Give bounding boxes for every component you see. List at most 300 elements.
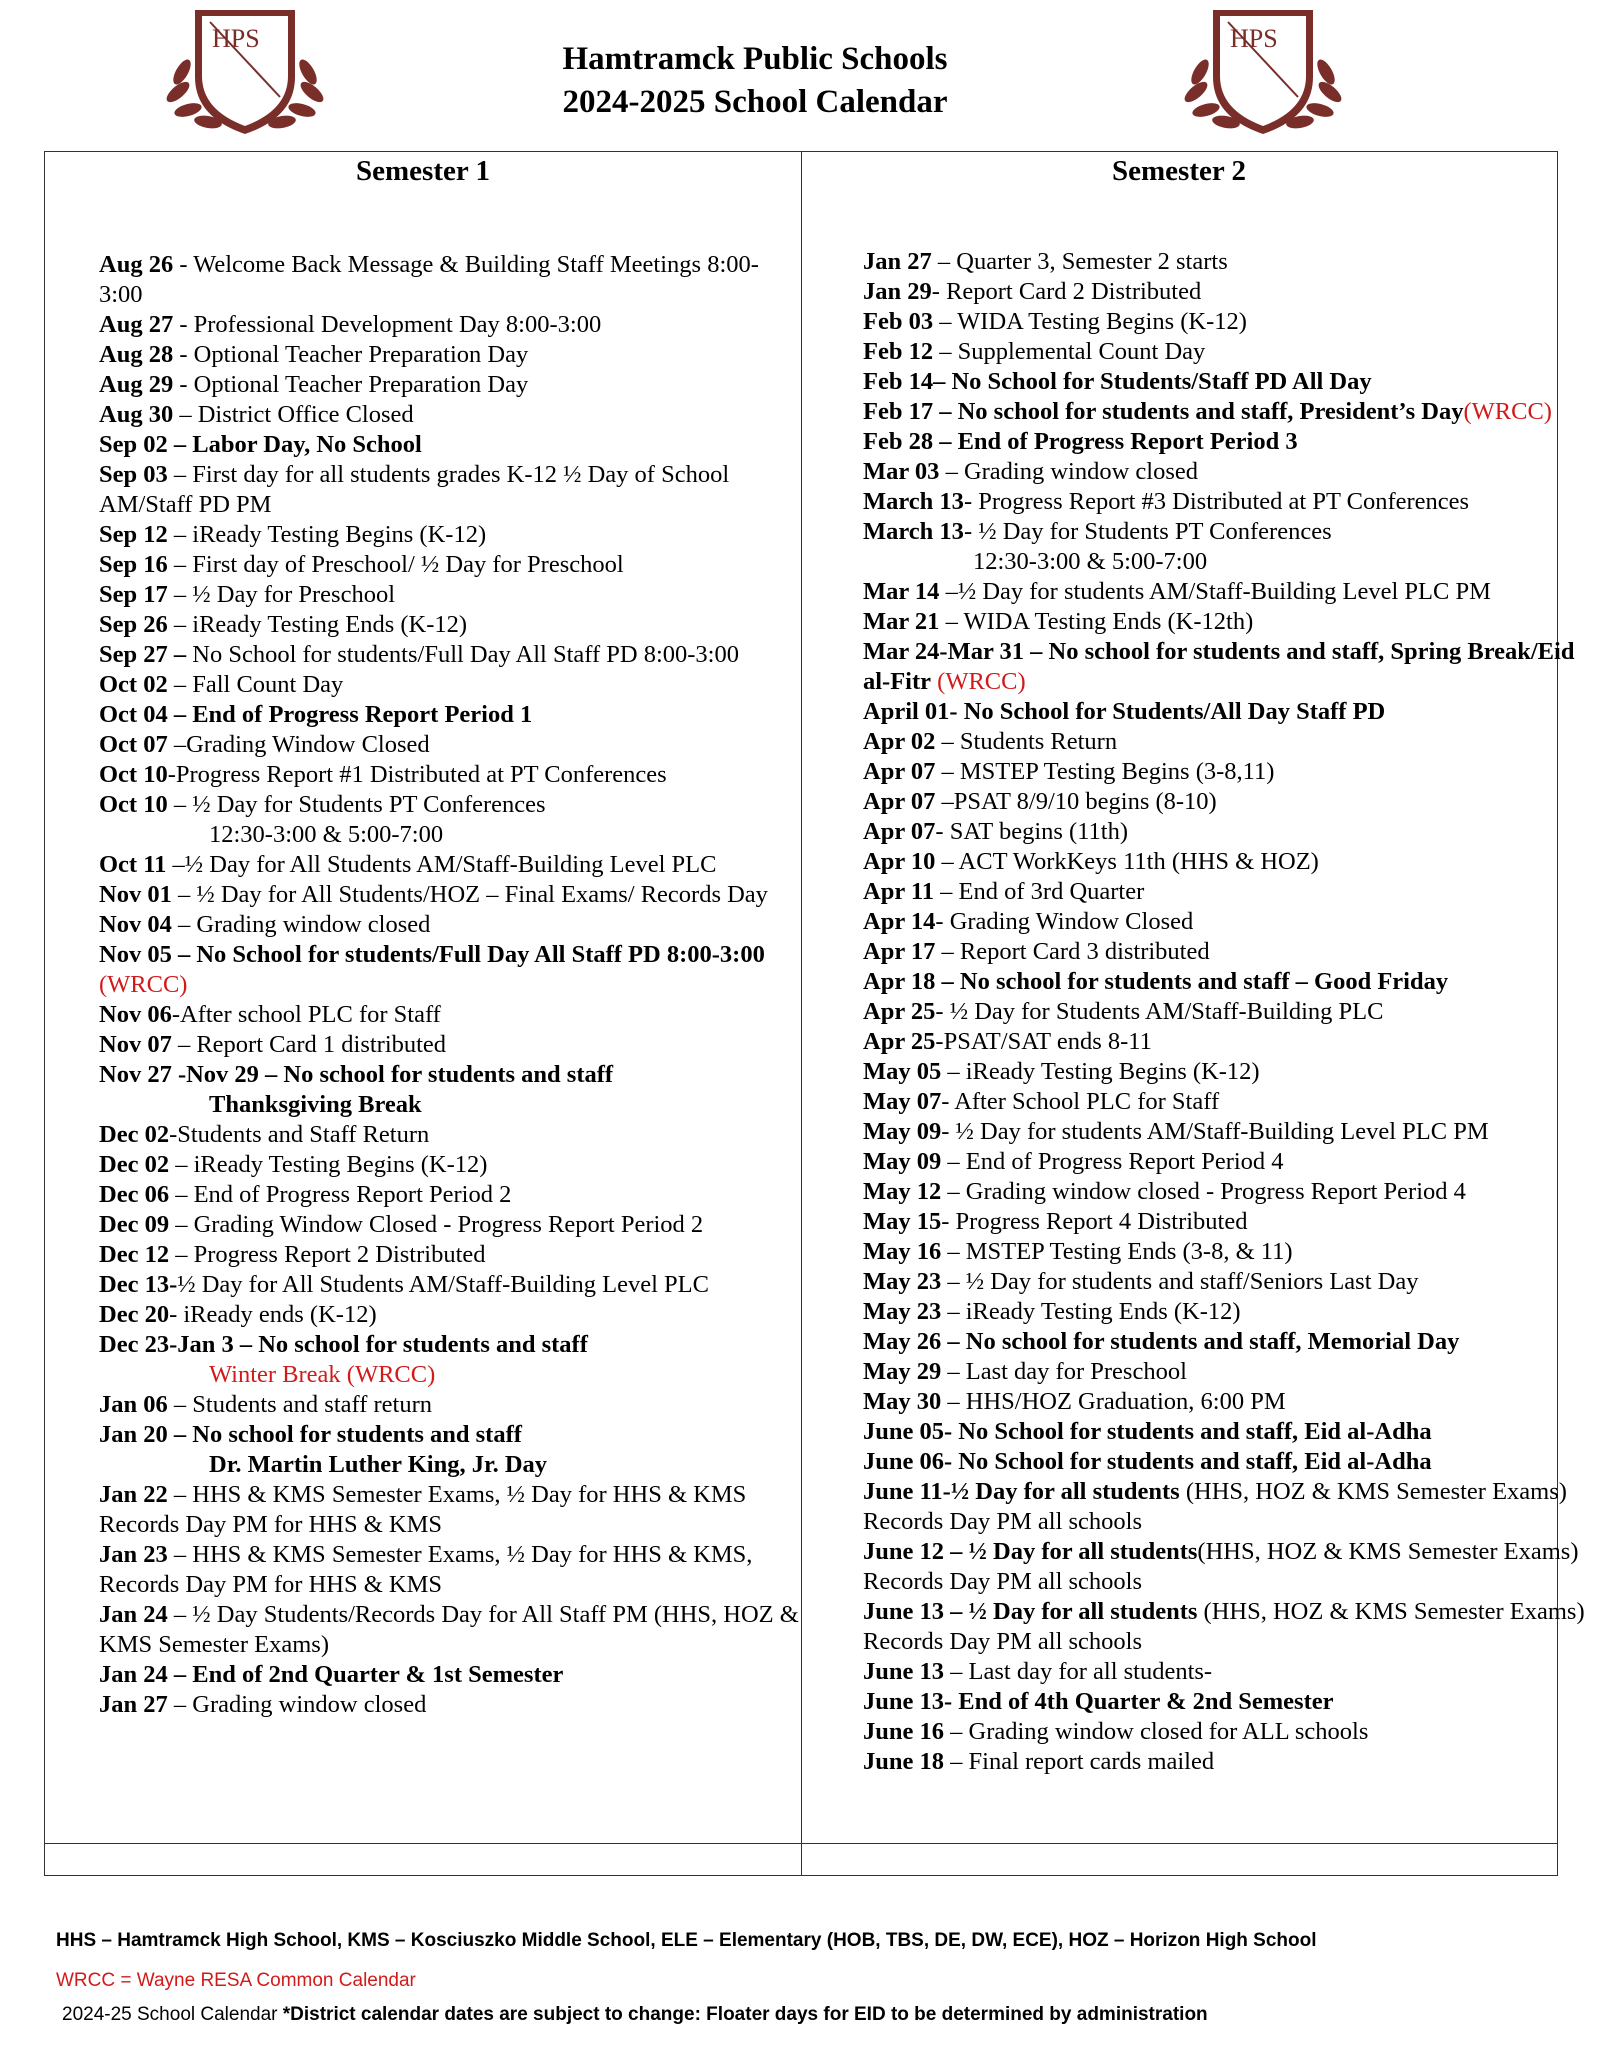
calendar-event	[863, 1657, 1600, 1687]
calendar-event	[99, 1660, 799, 1690]
event-date: Apr 07	[863, 818, 936, 845]
event-date: May 23	[863, 1268, 942, 1295]
event-description: iReady Testing Ends (K-12)	[965, 1298, 1241, 1325]
event-description: iReady Testing Begins (K-12)	[965, 1058, 1260, 1085]
calendar-title: 2024-2025 School Calendar	[562, 84, 948, 120]
calendar-event	[99, 580, 799, 610]
event-separator: -	[935, 908, 950, 935]
event-description: District Office Closed	[197, 401, 414, 428]
event-description: ACT WorkKeys 11th (HHS & HOZ)	[958, 848, 1319, 875]
event-date: Mar 14	[863, 578, 940, 605]
calendar-event	[863, 1087, 1600, 1117]
calendar-note-label: 2024-25 School Calendar	[62, 2004, 283, 2025]
event-date: Sep 17	[99, 581, 168, 608]
calendar-event	[99, 520, 799, 550]
event-separator: –	[941, 1178, 966, 1205]
event-date: Apr 10	[863, 848, 936, 875]
event-description: (HHS, HOZ & KMS Semester Exams) Records Day PM all schools	[863, 1598, 1585, 1655]
calendar-event	[863, 547, 1600, 577]
calendar-event	[99, 1360, 799, 1390]
event-separator: –	[935, 758, 960, 785]
event-date: Sep 26	[99, 611, 168, 638]
event-description: (HHS, HOZ & KMS Semester Exams) Records Day PM all schools	[863, 1538, 1579, 1595]
calendar-event	[863, 577, 1600, 607]
calendar-event	[863, 787, 1600, 817]
calendar-event	[863, 1147, 1600, 1177]
event-date: May 29	[863, 1358, 942, 1385]
calendar-event	[863, 1747, 1600, 1777]
calendar-event	[99, 1390, 799, 1420]
document-header	[0, 38, 1510, 124]
calendar-event	[863, 247, 1600, 277]
calendar-event	[99, 760, 799, 790]
event-separator: –	[167, 461, 193, 488]
calendar-event	[99, 880, 799, 910]
event-description: ½ Day for Preschool	[192, 581, 396, 608]
event-separator: –	[167, 671, 193, 698]
event-date: Jan 24 – End of 2nd Quarter & 1st Semester	[99, 1661, 564, 1688]
event-separator: –	[167, 1691, 193, 1718]
event-description: iReady ends (K-12)	[183, 1301, 377, 1328]
event-separator: –	[167, 1481, 193, 1508]
event-date: Jan 27	[863, 248, 932, 275]
event-date: Mar 24-Mar 31 – No school for students and staff, Spring Break/Eid al-Fitr	[863, 638, 1575, 695]
calendar-event	[99, 700, 799, 730]
event-date: Oct 10	[99, 791, 168, 818]
calendar-event	[99, 1690, 799, 1720]
event-separator: –	[171, 1031, 197, 1058]
event-date: Jan 24	[99, 1601, 168, 1628]
event-separator: –	[933, 338, 958, 365]
event-separator: –	[939, 578, 958, 605]
calendar-event	[863, 1687, 1600, 1717]
calendar-event	[863, 1387, 1600, 1417]
event-separator: –	[939, 458, 964, 485]
event-date: Jan 29	[863, 278, 932, 305]
calendar-event	[99, 370, 799, 400]
event-date: Dec 23-Jan 3 – No school for students and staff	[99, 1331, 588, 1358]
event-description: No School for students/Full Day All Staff PD 8:00-3:00	[192, 641, 739, 668]
calendar-event	[99, 1180, 799, 1210]
event-description: HHS & KMS Semester Exams, ½ Day for HHS & KMS, Records Day PM for HHS & KMS	[99, 1541, 753, 1598]
event-description: (WRCC)	[99, 971, 188, 998]
event-separator: –	[944, 1748, 969, 1775]
event-separator: –	[167, 731, 187, 758]
event-description: (WRCC)	[931, 668, 1026, 695]
event-separator: -	[963, 488, 979, 515]
event-separator: –	[944, 1718, 969, 1745]
event-description: ½ Day for All Students/HOZ – Final Exams/ Records Day	[196, 881, 768, 908]
calendar-event	[863, 757, 1600, 787]
event-description: PSAT 8/9/10 begins (8-10)	[953, 788, 1217, 815]
event-date: May 16	[863, 1238, 942, 1265]
calendar-event	[99, 1060, 799, 1090]
calendar-event	[863, 277, 1600, 307]
event-separator: –	[931, 248, 957, 275]
event-separator: –	[944, 1658, 969, 1685]
event-description: Quarter 3, Semester 2 starts	[956, 248, 1228, 275]
calendar-event	[863, 487, 1600, 517]
event-separator: -	[169, 1121, 178, 1148]
calendar-table	[44, 151, 1585, 1876]
event-description: Progress Report #1 Distributed at PT Conferences	[175, 761, 667, 788]
event-description: First day of Preschool/ ½ Day for Preschool	[192, 551, 624, 578]
event-description: After School PLC for Staff	[954, 1088, 1220, 1115]
event-separator: –	[167, 551, 193, 578]
calendar-event	[99, 1480, 799, 1540]
event-date: Thanksgiving Break	[209, 1091, 422, 1118]
event-date: Nov 07	[99, 1031, 172, 1058]
event-separator: –	[167, 1391, 193, 1418]
event-date: Dr. Martin Luther King, Jr. Day	[209, 1451, 548, 1478]
event-description: ½ Day for Students AM/Staff-Building PLC	[949, 998, 1384, 1025]
event-description: Grading Window Closed	[186, 731, 430, 758]
event-date: June 11-½ Day for all students	[863, 1478, 1180, 1505]
calendar-event	[863, 517, 1600, 547]
event-description: PSAT/SAT ends 8-11	[943, 1028, 1152, 1055]
event-date: Sep 27 –	[99, 641, 187, 668]
event-date: June 12 – ½ Day for all students	[863, 1538, 1198, 1565]
event-separator: -	[935, 818, 950, 845]
event-separator: -	[173, 341, 194, 368]
event-separator: -	[935, 998, 950, 1025]
event-date: Oct 11	[99, 851, 167, 878]
event-separator: –	[169, 1181, 194, 1208]
event-date: May 30	[863, 1388, 942, 1415]
event-date: Dec 02	[99, 1121, 170, 1148]
calendar-event	[863, 877, 1600, 907]
calendar-event	[863, 457, 1600, 487]
calendar-event	[863, 637, 1600, 697]
event-date: Aug 29	[99, 371, 174, 398]
semester-1-events	[99, 250, 799, 1720]
calendar-event	[99, 610, 799, 640]
calendar-event	[99, 460, 799, 520]
event-description: Last day for Preschool	[965, 1358, 1187, 1385]
event-description: SAT begins (11th)	[949, 818, 1128, 845]
calendar-event	[863, 1417, 1600, 1447]
event-date: Nov 06	[99, 1001, 172, 1028]
event-date: Jan 23	[99, 1541, 168, 1568]
event-description: (WRCC)	[1463, 398, 1552, 425]
calendar-event	[99, 1240, 799, 1270]
event-date: June 13 – ½ Day for all students	[863, 1598, 1198, 1625]
event-separator: –	[171, 911, 197, 938]
event-separator: -	[169, 1301, 184, 1328]
event-separator: –	[169, 1241, 194, 1268]
event-separator: -	[173, 371, 194, 398]
event-date: Dec 13-	[99, 1271, 178, 1298]
calendar-event	[863, 1207, 1600, 1237]
event-date: Apr 07	[863, 758, 936, 785]
calendar-event	[99, 850, 799, 880]
event-description: Winter Break (WRCC)	[209, 1361, 436, 1388]
event-description: Progress Report 4 Distributed	[955, 1208, 1248, 1235]
calendar-event	[863, 1447, 1600, 1477]
calendar-event	[863, 727, 1600, 757]
calendar-event	[863, 1717, 1600, 1747]
calendar-event	[99, 1210, 799, 1240]
event-date: Mar 03	[863, 458, 940, 485]
calendar-event	[863, 1327, 1600, 1357]
calendar-event	[99, 910, 799, 940]
calendar-event	[863, 367, 1600, 397]
logo-letters: HPS	[1230, 24, 1278, 53]
calendar-event	[863, 1117, 1600, 1147]
event-date: May 05	[863, 1058, 942, 1085]
event-date: Oct 04 – End of Progress Report Period 1	[99, 701, 533, 728]
event-separator: -	[173, 311, 194, 338]
event-description: Students and Staff Return	[177, 1121, 430, 1148]
event-description: ½ Day for All Students AM/Staff-Building Level PLC	[177, 1271, 709, 1298]
calendar-event	[99, 820, 799, 850]
event-date: June 13- End of 4th Quarter & 2nd Semester	[863, 1688, 1334, 1715]
event-separator: –	[941, 1298, 966, 1325]
event-description: After school PLC for Staff	[180, 1001, 441, 1028]
event-date: April 01- No School for Students/All Day Staff PD	[863, 698, 1386, 725]
calendar-event	[863, 1057, 1600, 1087]
event-date: Apr 18 – No school for students and staff – Good Friday	[863, 968, 1449, 995]
event-date: Oct 02	[99, 671, 168, 698]
event-date: Feb 12	[863, 338, 934, 365]
event-date: May 09	[863, 1118, 942, 1145]
calendar-event	[863, 1267, 1600, 1297]
event-date: Apr 07	[863, 788, 936, 815]
event-description: Grading Window Closed - Progress Report Period 2	[193, 1211, 704, 1238]
event-date: June 13	[863, 1658, 945, 1685]
event-date: May 07	[863, 1088, 942, 1115]
calendar-event	[99, 1090, 799, 1120]
calendar-event	[99, 550, 799, 580]
event-separator: –	[167, 611, 193, 638]
calendar-event	[863, 937, 1600, 967]
event-separator: –	[934, 878, 959, 905]
event-separator: -	[963, 518, 979, 545]
logo-letter-h: HPS	[212, 24, 260, 53]
event-separator: –	[941, 1388, 966, 1415]
event-description: Report Card 1 distributed	[196, 1031, 447, 1058]
calendar-event	[863, 427, 1600, 457]
event-separator: –	[166, 851, 185, 878]
semester-2-events	[863, 247, 1600, 1777]
event-description: iReady Testing Begins (K-12)	[192, 521, 487, 548]
calendar-event	[99, 1270, 799, 1300]
calendar-event	[99, 1330, 799, 1360]
event-separator: –	[941, 1238, 966, 1265]
event-separator: –	[169, 1211, 194, 1238]
event-date: Apr 17	[863, 938, 936, 965]
event-date: Jan 06	[99, 1391, 168, 1418]
event-date: May 26 – No school for students and staff, Memorial Day	[863, 1328, 1460, 1355]
event-date: Dec 12	[99, 1241, 170, 1268]
event-date: Dec 09	[99, 1211, 170, 1238]
event-date: Nov 05 – No School for students/Full Day All Staff PD 8:00-3:00	[99, 941, 765, 968]
calendar-event	[863, 697, 1600, 727]
calendar-event	[99, 340, 799, 370]
event-description: HHS & KMS Semester Exams, ½ Day for HHS & KMS Records Day PM for HHS & KMS	[99, 1481, 747, 1538]
event-date: Jan 27	[99, 1691, 168, 1718]
event-separator: –	[933, 308, 958, 335]
calendar-event	[863, 907, 1600, 937]
event-date: Feb 03	[863, 308, 934, 335]
event-separator: –	[935, 938, 960, 965]
calendar-event	[863, 1027, 1600, 1057]
event-separator: -	[941, 1208, 956, 1235]
wrcc-legend: WRCC = Wayne RESA Common Calendar	[56, 1970, 416, 1991]
event-separator: –	[171, 881, 197, 908]
event-description: Students and staff return	[192, 1391, 433, 1418]
district-name: Hamtramck Public Schools	[562, 41, 948, 77]
column-divider	[801, 152, 802, 1875]
event-date: Dec 06	[99, 1181, 170, 1208]
calendar-event	[99, 1450, 799, 1480]
calendar-event	[99, 1030, 799, 1060]
calendar-event	[99, 1420, 799, 1450]
event-separator: –	[169, 1151, 194, 1178]
event-date: June 06- No School for students and staff, Eid al-Adha	[863, 1448, 1432, 1475]
event-date: Nov 27 -Nov 29 – No school for students and staff	[99, 1061, 614, 1088]
event-date: Aug 27	[99, 311, 174, 338]
event-separator: -	[931, 278, 947, 305]
event-separator: –	[935, 728, 960, 755]
calendar-event	[99, 790, 799, 820]
event-separator: –	[941, 1358, 966, 1385]
event-description: Progress Report #3 Distributed at PT Conferences	[978, 488, 1470, 515]
event-description: Report Card 3 distributed	[959, 938, 1210, 965]
event-description: Grading window closed	[192, 1691, 427, 1718]
event-separator: –	[167, 791, 193, 818]
event-date: Nov 01	[99, 881, 172, 908]
event-description: Professional Development Day 8:00-3:00	[193, 311, 602, 338]
calendar-event	[863, 817, 1600, 847]
event-description: Grading Window Closed	[949, 908, 1194, 935]
event-date: May 12	[863, 1178, 942, 1205]
calendar-note	[62, 2004, 1208, 2026]
event-separator: -	[941, 1118, 956, 1145]
event-date: Sep 03	[99, 461, 168, 488]
event-description: Grading window closed	[196, 911, 431, 938]
event-date: June 18	[863, 1748, 945, 1775]
event-description: Fall Count Day	[192, 671, 344, 698]
calendar-event	[863, 847, 1600, 877]
calendar-event	[863, 1297, 1600, 1327]
event-date: Jan 22	[99, 1481, 168, 1508]
event-separator: –	[167, 521, 193, 548]
event-description: iReady Testing Ends (K-12)	[192, 611, 468, 638]
event-date: May 15	[863, 1208, 942, 1235]
event-date: Apr 02	[863, 728, 936, 755]
event-separator: –	[173, 401, 198, 428]
event-separator: –	[941, 1148, 966, 1175]
event-description: Grading window closed	[963, 458, 1199, 485]
event-separator: –	[935, 848, 959, 875]
event-description: MSTEP Testing Begins (3-8,11)	[959, 758, 1275, 785]
calendar-event	[863, 967, 1600, 997]
event-separator: –	[941, 1058, 966, 1085]
event-description: 12:30-3:00 & 5:00-7:00	[973, 548, 1208, 575]
event-description: Welcome Back Message & Building Staff Meetings 8:00-3:00	[99, 251, 759, 308]
event-date: Feb 17 – No school for students and staff, President’s Day	[863, 398, 1464, 425]
calendar-event	[863, 307, 1600, 337]
calendar-event	[863, 607, 1600, 637]
event-description: End of Progress Report Period 2	[193, 1181, 512, 1208]
event-description: End of Progress Report Period 4	[965, 1148, 1284, 1175]
event-description: Optional Teacher Preparation Day	[193, 341, 529, 368]
event-description: ½ Day for Students PT Conferences	[192, 791, 546, 818]
event-description: HHS/HOZ Graduation, 6:00 PM	[965, 1388, 1286, 1415]
calendar-event	[863, 997, 1600, 1027]
calendar-event	[863, 1537, 1600, 1597]
event-description: (HHS, HOZ & KMS Semester Exams) Records Day PM all schools	[863, 1478, 1567, 1535]
event-description: iReady Testing Begins (K-12)	[193, 1151, 488, 1178]
calendar-event	[863, 337, 1600, 367]
event-description: ½ Day for All Students AM/Staff-Building Level PLC	[184, 851, 717, 878]
table-bottom-rule	[45, 1843, 1557, 1844]
event-description: Final report cards mailed	[968, 1748, 1215, 1775]
event-date: Mar 21	[863, 608, 940, 635]
calendar-event	[863, 1477, 1600, 1537]
event-description: MSTEP Testing Ends (3-8, & 11)	[965, 1238, 1293, 1265]
calendar-event	[863, 397, 1600, 427]
event-date: Sep 16	[99, 551, 168, 578]
event-description: Last day for all students-	[968, 1658, 1213, 1685]
school-abbreviations-legend: HHS – Hamtramck High School, KMS – Kosciuszko Middle School, ELE – Elementary (HOB, TBS, DE, DW, ECE), HOZ – Horizon High School	[56, 1930, 1317, 1951]
event-description: Students Return	[959, 728, 1118, 755]
calendar-event	[99, 1300, 799, 1330]
calendar-event	[99, 670, 799, 700]
event-date: May 09	[863, 1148, 942, 1175]
calendar-event	[863, 1177, 1600, 1207]
calendar-event	[863, 1357, 1600, 1387]
calendar-event	[99, 1000, 799, 1030]
semester-2-heading: Semester 2	[1112, 155, 1246, 187]
calendar-event	[99, 1150, 799, 1180]
event-description: Report Card 2 Distributed	[946, 278, 1202, 305]
calendar-event	[99, 310, 799, 340]
event-description: Grading window closed - Progress Report Period 4	[965, 1178, 1466, 1205]
event-date: Nov 04	[99, 911, 172, 938]
event-separator: –	[167, 1601, 193, 1628]
calendar-event	[863, 1597, 1600, 1657]
event-description: ½ Day Students/Records Day for All Staff PM (HHS, HOZ & KMS Semester Exams)	[99, 1601, 799, 1658]
event-date: Dec 20	[99, 1301, 170, 1328]
calendar-event	[99, 730, 799, 760]
event-date: March 13	[863, 518, 964, 545]
event-date: Aug 26	[99, 251, 174, 278]
event-date: June 05- No School for students and staff, Eid al-Adha	[863, 1418, 1432, 1445]
event-separator: –	[935, 788, 954, 815]
event-description: ½ Day for students AM/Staff-Building Level PLC PM	[955, 1118, 1489, 1145]
event-description: Grading window closed for ALL schools	[968, 1718, 1369, 1745]
calendar-note-disclaimer: *District calendar dates are subject to change: Floater days for EID to be determined by administration	[282, 2004, 1208, 2025]
event-description: First day for all students grades K-12 ½ Day of School AM/Staff PD PM	[99, 461, 730, 518]
event-description: Progress Report 2 Distributed	[193, 1241, 486, 1268]
event-separator: -	[167, 761, 176, 788]
event-date: Dec 02	[99, 1151, 170, 1178]
event-description: Supplemental Count Day	[957, 338, 1206, 365]
event-separator: –	[167, 1541, 193, 1568]
event-description: 12:30-3:00 & 5:00-7:00	[209, 821, 444, 848]
event-description: ½ Day for students and staff/Seniors Last Day	[965, 1268, 1419, 1295]
event-date: Oct 07	[99, 731, 168, 758]
event-date: Sep 12	[99, 521, 168, 548]
event-date: Feb 28 – End of Progress Report Period 3	[863, 428, 1298, 455]
event-date: Sep 02 – Labor Day, No School	[99, 431, 422, 458]
calendar-event	[99, 400, 799, 430]
event-date: Oct 10	[99, 761, 168, 788]
event-date: Apr 25	[863, 998, 936, 1025]
event-separator: -	[935, 1028, 944, 1055]
